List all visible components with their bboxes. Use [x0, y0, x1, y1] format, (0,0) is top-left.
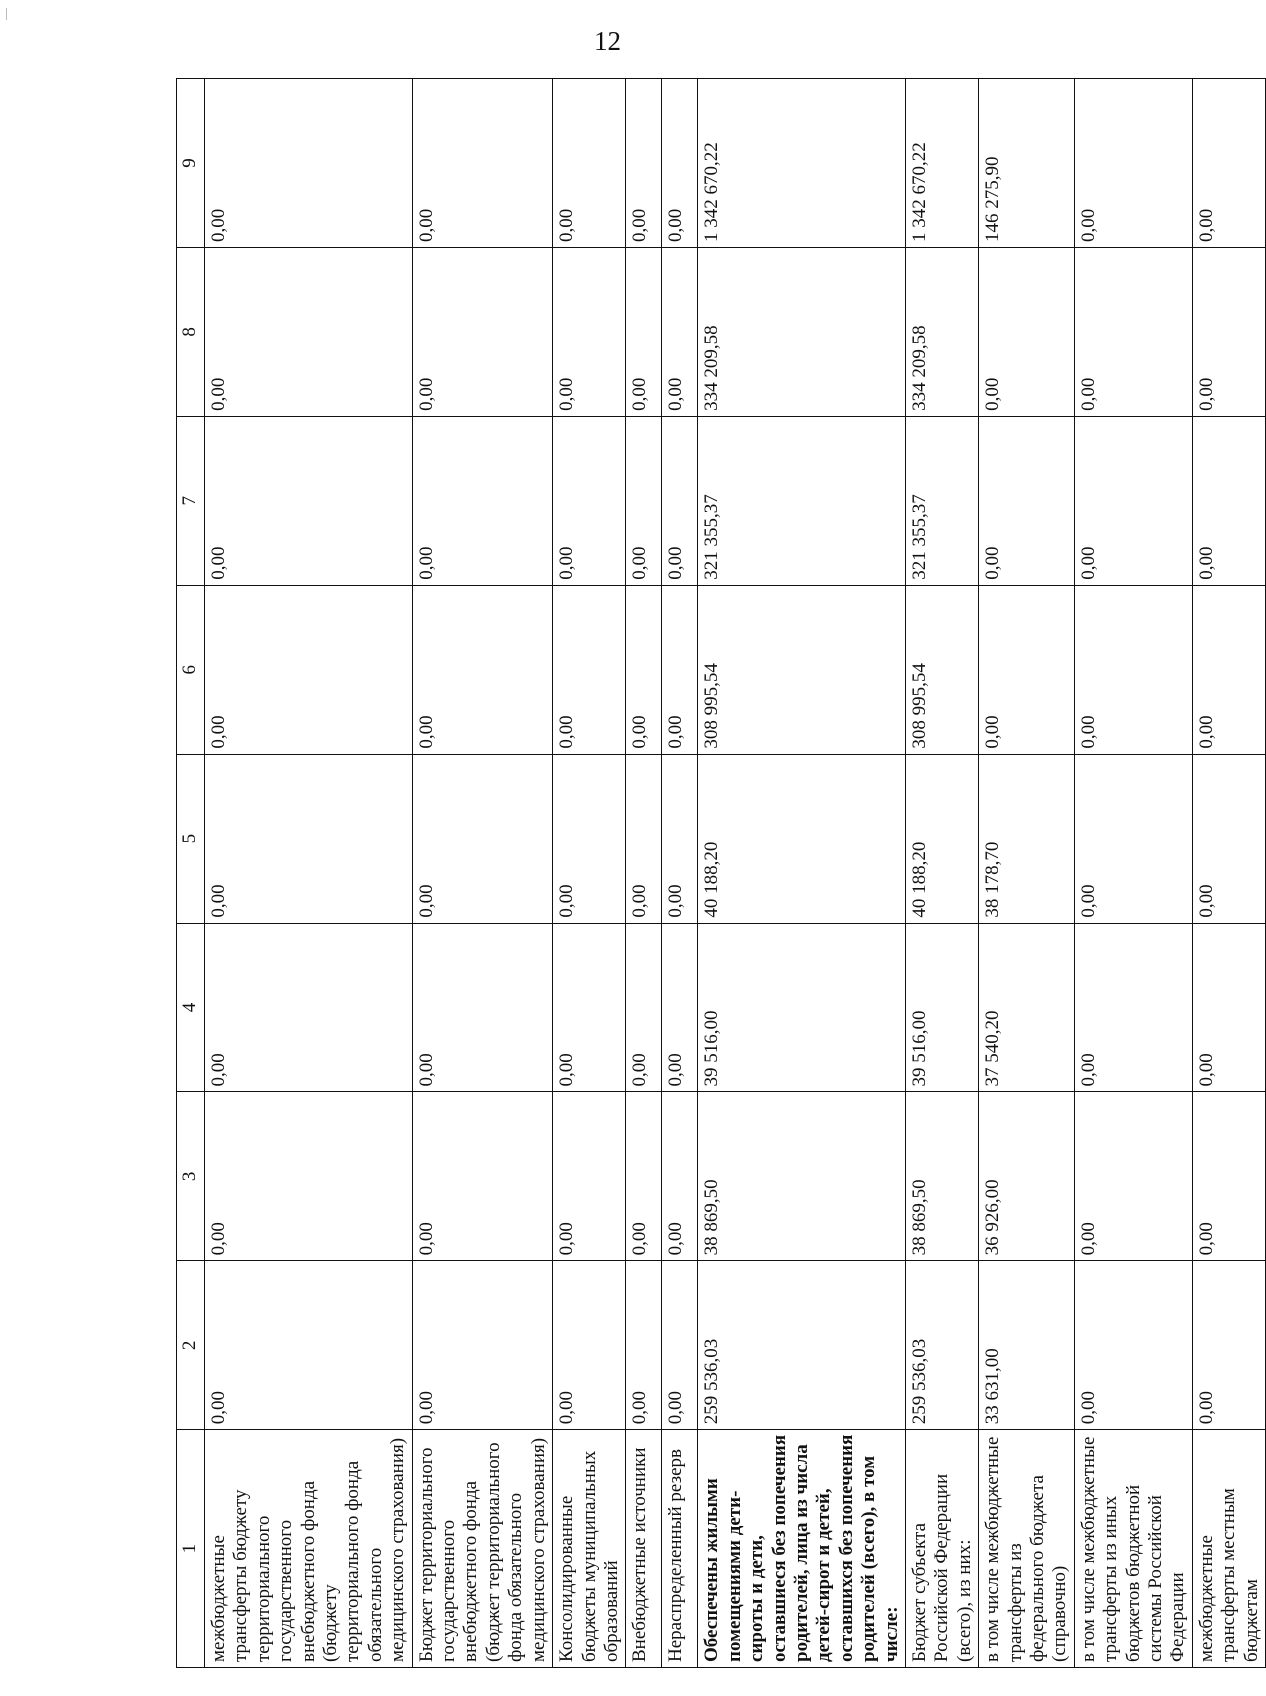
table-cell: 0,00 [1192, 754, 1265, 923]
table-cell: 0,00 [1074, 1261, 1192, 1430]
table-cell: 37 540,20 [979, 923, 1075, 1092]
table-cell: 0,00 [553, 1092, 626, 1261]
table-cell: 0,00 [626, 416, 662, 585]
table-cell: 0,00 [205, 79, 413, 248]
table-cell: 0,00 [979, 585, 1075, 754]
table-cell: 0,00 [626, 79, 662, 248]
table-cell: 0,00 [1192, 247, 1265, 416]
table-cell: 0,00 [412, 1261, 552, 1430]
table-cell: 0,00 [1074, 79, 1192, 248]
table-cell: 0,00 [1074, 416, 1192, 585]
table-cell: 0,00 [1074, 923, 1192, 1092]
table-cell: 0,00 [662, 416, 698, 585]
table-cell: 308 995,54 [698, 585, 906, 754]
table-cell: 0,00 [1074, 585, 1192, 754]
table-cell: 0,00 [979, 247, 1075, 416]
table-cell: 40 188,20 [698, 754, 906, 923]
table-cell: 0,00 [1074, 1092, 1192, 1261]
table-cell: 334 209,58 [905, 247, 978, 416]
table-cell: 0,00 [412, 585, 552, 754]
table-cell: 0,00 [205, 1092, 413, 1261]
table-cell: 38 869,50 [698, 1092, 906, 1261]
column-header: 9 [177, 79, 205, 248]
row-label: в том числе межбюджетные трансферты из иных бюджетов бюджетной системы Российской Федерации [1074, 1430, 1192, 1668]
column-header: 6 [177, 585, 205, 754]
table-cell: 0,00 [626, 585, 662, 754]
table-cell: 0,00 [1074, 247, 1192, 416]
table-cell: 39 516,00 [905, 923, 978, 1092]
table-cell: 0,00 [412, 247, 552, 416]
table-cell: 1 342 670,22 [698, 79, 906, 248]
table-row [205, 79, 413, 1668]
column-header: 7 [177, 416, 205, 585]
table-row [412, 79, 552, 1668]
column-header: 3 [177, 1092, 205, 1261]
table-cell: 0,00 [979, 416, 1075, 585]
table-cell: 0,00 [553, 754, 626, 923]
table-cell: 0,00 [662, 247, 698, 416]
table-cell: 0,00 [205, 247, 413, 416]
table-cell: 146 275,90 [979, 79, 1075, 248]
table-cell: 334 209,58 [698, 247, 906, 416]
table-cell: 0,00 [412, 416, 552, 585]
table-cell: 0,00 [553, 79, 626, 248]
table-cell: 0,00 [626, 754, 662, 923]
table-cell: 0,00 [1192, 585, 1265, 754]
table-cell: 0,00 [205, 416, 413, 585]
row-label: в том числе межбюджетные трансферты из федерального бюджета (справочно) [979, 1430, 1075, 1668]
table-row [1074, 79, 1192, 1668]
table-cell: 321 355,37 [905, 416, 978, 585]
table-cell: 0,00 [205, 1261, 413, 1430]
table-cell: 0,00 [662, 754, 698, 923]
table-cell: 0,00 [205, 754, 413, 923]
scan-edge-mark [6, 8, 7, 20]
table-cell: 0,00 [412, 1092, 552, 1261]
row-label: Бюджет субъекта Российской Федерации (всего), из них: [905, 1430, 978, 1668]
column-header: 5 [177, 754, 205, 923]
table-cell: 0,00 [412, 754, 552, 923]
table-cell: 0,00 [662, 923, 698, 1092]
table-cell: 259 536,03 [905, 1261, 978, 1430]
column-header: 4 [177, 923, 205, 1092]
column-header: 1 [177, 1430, 205, 1668]
table-cell: 0,00 [662, 1092, 698, 1261]
table-cell: 0,00 [1192, 79, 1265, 248]
rotated-table-wrapper [176, 78, 1262, 1668]
table-cell: 0,00 [553, 416, 626, 585]
table-row [553, 79, 626, 1668]
table-row [662, 79, 698, 1668]
table-cell: 0,00 [205, 585, 413, 754]
row-label: Внебюджетные источники [626, 1430, 662, 1668]
table-cell: 0,00 [1192, 1092, 1265, 1261]
table-cell: 0,00 [662, 79, 698, 248]
table-cell: 0,00 [1192, 416, 1265, 585]
table-cell: 39 516,00 [698, 923, 906, 1092]
table-cell: 0,00 [626, 1092, 662, 1261]
table-cell: 40 188,20 [905, 754, 978, 923]
table-header-row [177, 79, 205, 1668]
table-cell: 0,00 [412, 79, 552, 248]
table-row [905, 79, 978, 1668]
table-cell: 38 178,70 [979, 754, 1075, 923]
table-cell: 0,00 [1074, 754, 1192, 923]
row-label: Обеспечены жилыми помещениями дети-сироты и дети, оставшиеся без попечения родителей, лица из числа детей-сирот и детей, оставшихся без попечения родителей (всего), в том числе: [698, 1430, 906, 1668]
column-header: 2 [177, 1261, 205, 1430]
page-number: 12 [594, 26, 621, 56]
table-cell: 0,00 [662, 1261, 698, 1430]
table-cell: 259 536,03 [698, 1261, 906, 1430]
table-cell: 0,00 [626, 1261, 662, 1430]
row-label: Нераспределенный резерв [662, 1430, 698, 1668]
table-row [1192, 79, 1265, 1668]
table-cell: 321 355,37 [698, 416, 906, 585]
table-body [205, 79, 1266, 1668]
row-label: межбюджетные трансферты бюджету территориального государственного внебюджетного фонда (бюджету территориального фонда обязательного медицинского страхования) [205, 1430, 413, 1668]
table-cell: 36 926,00 [979, 1092, 1075, 1261]
table-cell: 0,00 [626, 923, 662, 1092]
table-cell: 38 869,50 [905, 1092, 978, 1261]
row-label: Консолидированные бюджеты муниципальных образований [553, 1430, 626, 1668]
table-cell: 0,00 [662, 585, 698, 754]
table-cell: 0,00 [205, 923, 413, 1092]
row-label: межбюджетные трансферты местным бюджетам [1192, 1430, 1265, 1668]
column-header: 8 [177, 247, 205, 416]
table-cell: 0,00 [553, 585, 626, 754]
table-row [626, 79, 662, 1668]
table-cell: 0,00 [412, 923, 552, 1092]
table-cell: 0,00 [1192, 923, 1265, 1092]
table-row [698, 79, 906, 1668]
table-cell: 0,00 [1192, 1261, 1265, 1430]
table-cell: 0,00 [553, 1261, 626, 1430]
table-cell: 0,00 [553, 923, 626, 1092]
budget-table [176, 78, 1266, 1668]
table-cell: 33 631,00 [979, 1261, 1075, 1430]
table-cell: 1 342 670,22 [905, 79, 978, 248]
table-cell: 308 995,54 [905, 585, 978, 754]
table-cell: 0,00 [626, 247, 662, 416]
table-row [979, 79, 1075, 1668]
table-cell: 0,00 [553, 247, 626, 416]
row-label: Бюджет территориального государственного внебюджетного фонда (бюджет территориального фонда обязательного медицинского страхования) [412, 1430, 552, 1668]
